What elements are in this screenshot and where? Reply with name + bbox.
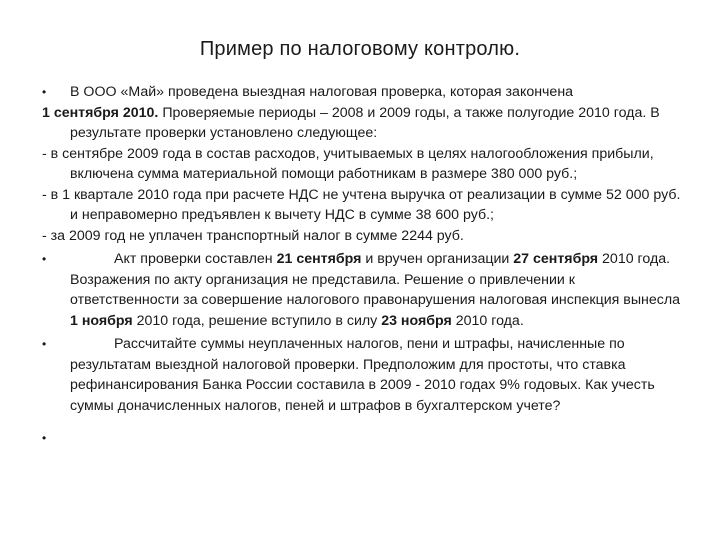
act-text-e: 2010 года, решение вступило в силу <box>132 312 382 329</box>
finding-2: - в 1 квартале 2010 года при расчете НДС не учтена выручка от реализации в сумме 52 000 руб. и неправомерно предъявлен к вычету НДС в сумме 38 600 руб.; <box>42 186 681 223</box>
slide-body <box>42 82 682 449</box>
empty-bullet-icon: • <box>42 431 47 445</box>
intro-text-c: Проверяемые периоды – 2008 и 2009 годы, а также полугодие 2010 года. В результате проверки установлено следующее: <box>70 104 660 141</box>
paragraph-act <box>42 249 682 331</box>
paragraph-task <box>42 334 682 416</box>
act-date-4: 23 ноября <box>381 312 452 329</box>
act-date-3: 1 ноября <box>70 312 133 329</box>
act-date-2: 27 сентября <box>513 251 599 267</box>
finding-3: - за 2009 год не уплачен транспортный налог в сумме 2244 руб. <box>42 227 464 244</box>
act-date-1: 21 сентября <box>276 251 362 267</box>
bullet-icon: • <box>42 252 47 266</box>
paragraph-intro <box>42 82 682 144</box>
act-text-c: и вручен организации <box>361 251 514 267</box>
slide-title: Пример по налоговому контролю. <box>199 38 521 60</box>
act-text-f: 2010 года. <box>451 312 524 329</box>
act-text-a: Акт проверки составлен <box>114 251 277 267</box>
act-text-d: 2010 года. Возражения по акту организация не представила. Решение о привлечении к ответственности за совершение налогового правонарушения налоговая инспекция вынесла <box>70 251 681 308</box>
intro-date: 1 сентября 2010. <box>42 104 159 121</box>
intro-text-a: В ООО «Май» проведена выездная налоговая проверка, которая закончена <box>70 84 574 100</box>
finding-1: - в сентябре 2009 года в состав расходов, учитываемых в целях налогообложения прибыли, включена сумма материальной помощи работникам в размере 380 000 руб.; <box>42 145 654 182</box>
task-text: Рассчитайте суммы неуплаченных налогов, пени и штрафы, начисленные по результатам выездной налоговой проверки. Предположим для простоты, что ставка рефинансирования Банка России составила в 2009 - 2010 годах 9% годовых. Как учесть суммы доначисленных налогов, пеней и штрафов в бухгалтерском учете? <box>70 336 655 414</box>
bullet-icon: • <box>42 85 47 99</box>
bullet-icon: • <box>42 337 47 351</box>
